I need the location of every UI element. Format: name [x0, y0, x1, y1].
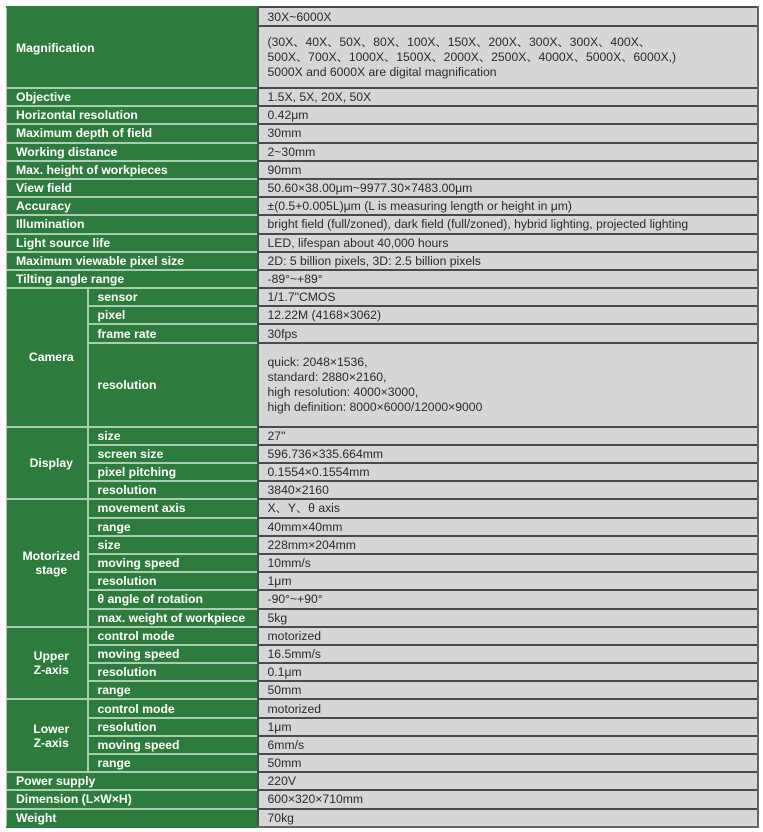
spec-value: 50.60×38.00μm~9977.30×7483.00μm: [258, 179, 758, 197]
spec-value: 1μm: [258, 572, 758, 590]
spec-label: Light source life: [7, 234, 258, 252]
group-label-line: Lower: [33, 721, 70, 736]
spec-sublabel: control mode: [88, 699, 258, 717]
spec-sublabel: frame rate: [88, 324, 258, 342]
spec-value: 1.5X, 5X, 20X, 50X: [258, 88, 758, 106]
spec-sublabel: range: [88, 518, 258, 536]
spec-label: Weight: [7, 809, 258, 827]
spec-value: 27": [258, 427, 758, 445]
spec-value: 1μm: [258, 718, 758, 736]
spec-row-display: [7, 445, 758, 463]
spec-sublabel: moving speed: [88, 645, 258, 663]
spec-row-display: [7, 427, 758, 445]
spec-sublabel: control mode: [88, 627, 258, 645]
spec-sublabel: resolution: [88, 718, 258, 736]
spec-row-camera-frame-rate: [7, 324, 758, 342]
spec-value: 70kg: [258, 809, 758, 827]
spec-group-lower-z-axis: [7, 699, 88, 772]
spec-value: 0.1μm: [258, 663, 758, 681]
group-label-line: Z-axis: [33, 735, 69, 750]
spec-sublabel: sensor: [88, 288, 258, 306]
spec-value: 6mm/s: [258, 736, 758, 754]
spec-row: [7, 809, 758, 827]
spec-group-display: Display: [7, 427, 88, 500]
spec-value: 30fps: [258, 324, 758, 342]
spec-label: Maximum viewable pixel size: [7, 252, 258, 270]
camera-resolution-line: standard: 2880×2160,: [267, 369, 387, 384]
spec-label: View field: [7, 179, 258, 197]
spec-row: [7, 270, 758, 288]
spec-sublabel: moving speed: [88, 554, 258, 572]
spec-value: 90mm: [258, 161, 758, 179]
spec-group-motorized-stage: [7, 499, 88, 626]
spec-sublabel: resolution: [88, 481, 258, 499]
spec-group-upper-z-axis: [7, 627, 88, 700]
spec-value: 30mm: [258, 124, 758, 142]
spec-sublabel: max. weight of workpiece: [88, 609, 258, 627]
spec-label-magnification: Magnification: [7, 7, 258, 88]
spec-label: Dimension (L×W×H): [7, 790, 258, 808]
spec-row: [7, 215, 758, 233]
spec-sublabel: moving speed: [88, 736, 258, 754]
spec-value: -90°~+90°: [258, 590, 758, 608]
spec-value-camera-resolution: [258, 343, 758, 427]
spec-value: X、Y、θ axis: [258, 499, 758, 517]
spec-row-lower-z-axis: [7, 718, 758, 736]
spec-value: 1/1.7"CMOS: [258, 288, 758, 306]
group-label-line: stage: [35, 563, 68, 578]
spec-value: 0.1554×0.1554mm: [258, 463, 758, 481]
spec-row-camera-resolution: [7, 343, 758, 427]
spec-table: [6, 6, 759, 828]
spec-label: Objective: [7, 88, 258, 106]
spec-row: [7, 161, 758, 179]
spec-sublabel: pixel: [88, 306, 258, 324]
spec-row: [7, 252, 758, 270]
spec-row-motorized-stage: [7, 609, 758, 627]
spec-row-motorized-stage: [7, 499, 758, 517]
spec-row: [7, 143, 758, 161]
spec-row-motorized-stage: [7, 554, 758, 572]
spec-value: 5kg: [258, 609, 758, 627]
spec-sublabel: θ angle of rotation: [88, 590, 258, 608]
spec-label: Max. height of workpieces: [7, 161, 258, 179]
spec-row: [7, 88, 758, 106]
spec-value: 596.736×335.664mm: [258, 445, 758, 463]
spec-value: 228mm×204mm: [258, 536, 758, 554]
spec-label: Working distance: [7, 143, 258, 161]
spec-sublabel: range: [88, 754, 258, 772]
spec-value: 40mm×40mm: [258, 518, 758, 536]
spec-value: 12.22M (4168×3062): [258, 306, 758, 324]
spec-row-magnification: [7, 7, 758, 26]
spec-value-magnification-steps: [258, 26, 758, 88]
magnification-steps-line-2: 500X、700X、1000X、1500X、2000X、2500X、4000X、5000X、6000X,): [267, 49, 677, 64]
spec-row-motorized-stage: [7, 572, 758, 590]
spec-row: [7, 106, 758, 124]
camera-resolution-line: quick: 2048×1536,: [267, 354, 368, 369]
spec-value: 2D: 5 billion pixels, 3D: 2.5 billion pixels: [258, 252, 758, 270]
spec-value: 600×320×710mm: [258, 790, 758, 808]
spec-label: Power supply: [7, 772, 258, 790]
spec-row-motorized-stage: [7, 536, 758, 554]
camera-resolution-line: high definition: 8000×6000/12000×9000: [267, 399, 483, 414]
spec-sublabel: resolution: [88, 663, 258, 681]
spec-row: [7, 179, 758, 197]
spec-row-display: [7, 463, 758, 481]
group-label-line: Upper: [33, 649, 69, 664]
spec-value: 3840×2160: [258, 481, 758, 499]
spec-sublabel: movement axis: [88, 499, 258, 517]
spec-row-upper-z-axis: [7, 681, 758, 699]
spec-group-camera: Camera: [7, 288, 88, 427]
spec-value: -89°~+89°: [258, 270, 758, 288]
spec-row-motorized-stage: [7, 518, 758, 536]
magnification-note: 5000X and 6000X are digital magnification: [267, 64, 497, 79]
magnification-steps-line-1: (30X、40X、50X、80X、100X、150X、200X、300X、300X、400X、: [267, 34, 651, 49]
spec-row: [7, 790, 758, 808]
spec-row-upper-z-axis: [7, 663, 758, 681]
spec-value: 50mm: [258, 681, 758, 699]
spec-value: LED, lifespan about 40,000 hours: [258, 234, 758, 252]
spec-value-magnification-range: 30X~6000X: [258, 7, 758, 26]
spec-sublabel: resolution: [88, 343, 258, 427]
spec-row: [7, 772, 758, 790]
group-label-line: Motorized: [22, 549, 81, 564]
spec-row: [7, 234, 758, 252]
spec-sublabel: pixel pitching: [88, 463, 258, 481]
spec-label: Accuracy: [7, 197, 258, 215]
spec-value: 2~30mm: [258, 143, 758, 161]
spec-row-lower-z-axis: [7, 699, 758, 717]
spec-value: 50mm: [258, 754, 758, 772]
spec-value: motorized: [258, 627, 758, 645]
camera-resolution-line: high resolution: 4000×3000,: [267, 384, 419, 399]
spec-value: 0.42μm: [258, 106, 758, 124]
spec-sublabel: size: [88, 536, 258, 554]
spec-value: 220V: [258, 772, 758, 790]
spec-value: 10mm/s: [258, 554, 758, 572]
spec-sublabel: screen size: [88, 445, 258, 463]
spec-row-lower-z-axis: [7, 754, 758, 772]
spec-label: Illumination: [7, 215, 258, 233]
spec-row-upper-z-axis: [7, 645, 758, 663]
spec-value: ±(0.5+0.005L)μm (L is measuring length or height in μm): [258, 197, 758, 215]
group-label-line: Z-axis: [33, 663, 69, 678]
spec-sublabel: range: [88, 681, 258, 699]
spec-row-camera-sensor: [7, 288, 758, 306]
spec-row: [7, 197, 758, 215]
spec-value: motorized: [258, 699, 758, 717]
spec-row-lower-z-axis: [7, 736, 758, 754]
spec-row-camera-pixel: [7, 306, 758, 324]
spec-value: 16.5mm/s: [258, 645, 758, 663]
spec-row: [7, 124, 758, 142]
spec-label: Maximum depth of field: [7, 124, 258, 142]
spec-sublabel: resolution: [88, 572, 258, 590]
spec-sublabel: size: [88, 427, 258, 445]
spec-label: Horizontal resolution: [7, 106, 258, 124]
spec-row-display: [7, 481, 758, 499]
spec-row-upper-z-axis: [7, 627, 758, 645]
spec-value: bright field (full/zoned), dark field (full/zoned), hybrid lighting, projected lighting: [258, 215, 758, 233]
spec-label: Tilting angle range: [7, 270, 258, 288]
spec-row-motorized-stage: [7, 590, 758, 608]
